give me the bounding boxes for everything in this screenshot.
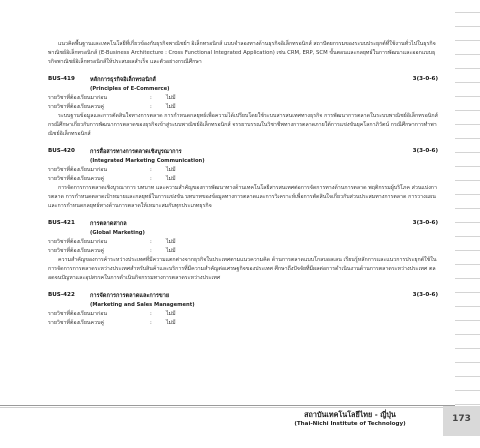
footer-institution [258, 410, 442, 428]
corequisite-row [48, 103, 438, 112]
prerequisite-row [48, 166, 438, 175]
course-title-thai: หลักการธุรกิจอิเล็กทรอนิกส์ [90, 76, 156, 83]
course-title-english: (Integrated Marketing Communication) [90, 157, 205, 164]
course-title-english: (Principles of E-Commerce) [90, 85, 170, 92]
course-header [48, 76, 438, 85]
corequisite-label: รายวิชาที่ต้องเรียนควบคู่ [48, 247, 104, 254]
course-header [48, 220, 438, 229]
course-block [48, 76, 438, 140]
corequisite-value: ไม่มี [166, 319, 176, 326]
course-title-english: (Global Marketing) [90, 229, 145, 236]
corequisite-label: รายวิชาที่ต้องเรียนควบคู่ [48, 175, 104, 182]
corequisite-row [48, 175, 438, 184]
corequisite-value: ไม่มี [166, 175, 176, 182]
course-credits: 3(3-0-6) [412, 147, 438, 154]
corequisite-row [48, 319, 438, 328]
prerequisite-value: ไม่มี [166, 166, 176, 173]
course-code: BUS-421 [48, 219, 75, 226]
footer-divider [0, 407, 455, 408]
prerequisite-row [48, 94, 438, 103]
course-code: BUS-419 [48, 75, 75, 82]
colon: : [150, 247, 152, 254]
course-title-thai: การสื่อสารทางการตลาดเชิงบูรณาการ [90, 148, 182, 155]
course-description: ระบบฐานข้อมูลและการตัดสินใจทางการตลาด การกำหนดกลยุทธ์เพื่อความได้เปรียบโดยใช้ระบบสารสนเทศทางธุรกิจ การพัฒนาการตลาดในระบบพาณิชย์อิเล็กทรอนิกส์ กรณีศึกษาเกี่ยวกับการพัฒนาการตลาดของธุรกิจเข้าสู่ระบบพาณิชย์อิเล็กทรอนิกส์ จรรยาบรรณในวิชาชีพทางการตลาดภายใต้การแข่งขันยุคโลกาภิวัตน์ กรณีศึกษาการทำพาณิชย์อิเล็กทรอนิกส์ [48, 112, 438, 138]
prerequisite-label: รายวิชาที่ต้องเรียนมาก่อน [48, 94, 108, 101]
course-credits: 3(3-0-6) [412, 291, 438, 298]
colon: : [150, 94, 152, 101]
prerequisite-value: ไม่มี [166, 310, 176, 317]
course-block [48, 292, 438, 328]
colon: : [150, 166, 152, 173]
course-block [48, 148, 438, 212]
course-header [48, 148, 438, 157]
course-credits: 3(3-0-6) [412, 75, 438, 82]
course-title-thai: การตลาดสากล [90, 220, 127, 227]
prerequisite-row [48, 238, 438, 247]
course-code: BUS-422 [48, 291, 75, 298]
course-code: BUS-420 [48, 147, 75, 154]
course-description: ความสำคัญของการค้าระหว่างประเทศที่มีความแตกต่างจากธุรกิจในประเทศตามแนวความคิด ด้านการตลาดแบบโกลบอลเลน เรียนรู้หลักการและแนวการประยุกต์ใช้ในการจัดการการตลาดระหว่างประเทศสำหรับสินค้าและบริการที่มีความสำคัญต่อเศรษฐกิจของประเทศ ศึกษาถึงปัจจัยที่มีผลต่อการดำเนินงานด้านการตลาดระหว่างประเทศ ตลอดจนปัญหาและอุปสรรคในการดำเนินกิจกรรมทางการตลาดระหว่างประเทศ [48, 256, 437, 282]
prerequisite-value: ไม่มี [166, 238, 176, 245]
page-number: 173 [452, 414, 471, 424]
prerequisite-value: ไม่มี [166, 94, 176, 101]
colon: : [150, 319, 152, 326]
institution-name-thai: สถาบันเทคโนโลยีไทย - ญี่ปุ่น [304, 410, 396, 419]
course-title-english: (Marketing and Sales Management) [90, 301, 195, 308]
prerequisite-label: รายวิชาที่ต้องเรียนมาก่อน [48, 238, 108, 245]
intro-paragraph: แนวคิดพื้นฐานและเทคโนโลยีที่เกี่ยวข้องกับธุรกิจพาณิชย์ฯ อิเล็กทรอนิกส์ แบบจำลองทางด้านธุรกิจอิเล็กทรอนิกส์ สถาปัตยกรรมของระบบประยุกต์ที่ใช้งานทั่วไปในธุรกิจพาณิชย์อิเล็กทรอนิกส์ (E-Business Architecture : Cross Functional Integrated Application) เช่น CRM, ERP, SCM ขั้นตอนและกลยุทธ์ในการพัฒนาและออกแบบธุรกิจพาณิชย์อิเล็กทรอนิกส์ให้ประสบผลสำเร็จ และตัวอย่างกรณีศึกษา [48, 41, 436, 66]
colon: : [150, 175, 152, 182]
prerequisite-row [48, 310, 438, 319]
prerequisite-label: รายวิชาที่ต้องเรียนมาก่อน [48, 310, 108, 317]
side-rule-lines [455, 12, 480, 407]
course-credits: 3(3-0-6) [412, 219, 438, 226]
corequisite-label: รายวิชาที่ต้องเรียนควบคู่ [48, 319, 104, 326]
course-header [48, 292, 438, 301]
document-content [48, 40, 438, 328]
course-title-thai: การจัดการการตลาดและการขาย [90, 292, 170, 299]
corequisite-row [48, 247, 438, 256]
colon: : [150, 103, 152, 110]
footer-divider [0, 405, 455, 406]
institution-name-english: (Thai-Nichi Institute of Technology) [294, 421, 406, 427]
colon: : [150, 310, 152, 317]
course-description: การจัดการการตลาดเชิงบูรณาการ บทบาท และความสำคัญของการพัฒนาทางด้านเทคโนโลยีสารสนเทศต่อการจัดการทางด้านการตลาด พฤติกรรมผู้บริโภค ส่วนแบ่งการตลาด การกำหนดตลาดเป้าหมายและกลยุทธ์ในการแข่งขัน บทบาทของข้อมูลทางการตลาดและการวิเคราะห์เพื่อการตัดสินใจเกี่ยวกับส่วนประสมทางการตลาด การวางแผนและการกำหนดกลยุทธ์ทางด้านการตลาดให้เหมาะสมกับทุกประเภทธุรกิจ [48, 184, 437, 210]
corequisite-value: ไม่มี [166, 103, 176, 110]
course-block [48, 220, 438, 284]
prerequisite-label: รายวิชาที่ต้องเรียนมาก่อน [48, 166, 108, 173]
corequisite-value: ไม่มี [166, 247, 176, 254]
corequisite-label: รายวิชาที่ต้องเรียนควบคู่ [48, 103, 104, 110]
colon: : [150, 238, 152, 245]
